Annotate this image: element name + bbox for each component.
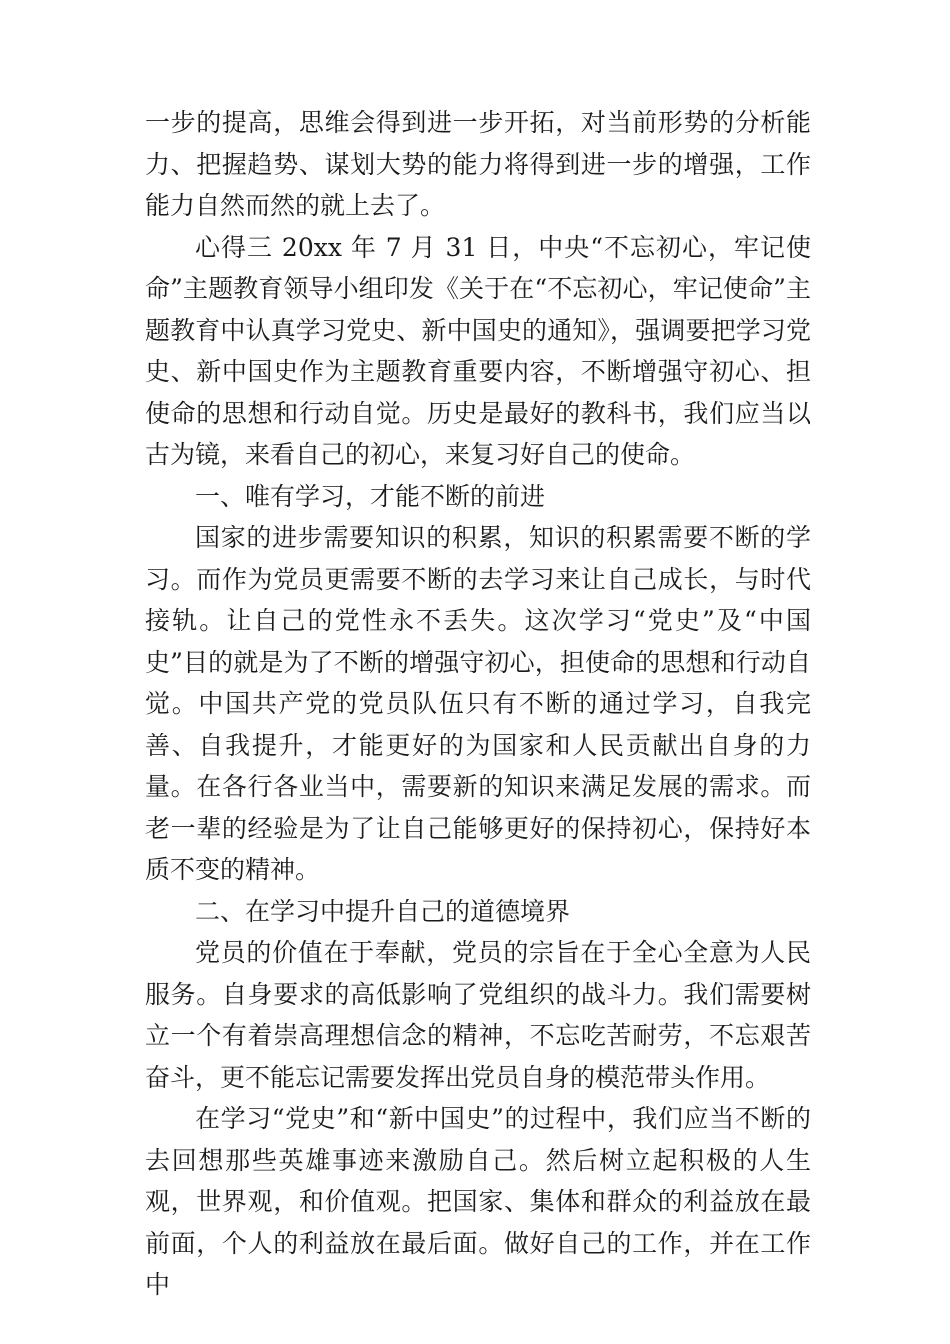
section-heading-one: 一、唯有学习，才能不断的前进	[195, 481, 546, 511]
document-body	[145, 102, 811, 1306]
paragraph-party-member-value: 党员的价值在于奉献，党员的宗旨在于全心全意为人民服务。自身要求的高低影响了党组织的战斗力。我们需要树立一个有着崇高理想信念的精神，不忘吃苦耐劳，不忘艰苦奋斗，更不能忘记需要发挥出党员自身的模范带头作用。	[145, 938, 811, 1092]
paragraph-learning: 国家的进步需要知识的积累，知识的积累需要不断的学习。而作为党员更需要不断的去学习来让自己成长，与时代接轨。让自己的党性永不丢失。这次学习“党史”及“中国史”目的就是为了不断的增强守初心，担使命的思想和行动自觉。中国共产党的党员队伍只有不断的通过学习，自我完善、自我提升，才能更好的为国家和人民贡献出自身的力量。在各行各业当中，需要新的知识来满足发展的需求。而老一辈的经验是为了让自己能够更好的保持初心，保持好本质不变的精神。	[145, 523, 811, 884]
section-heading-two: 二、在学习中提升自己的道德境界	[195, 896, 571, 926]
paragraph-continuation: 一步的提高，思维会得到进一步开拓，对当前形势的分析能力、把握趋势、谋划大势的能力将得到进一步的增强，工作能力自然而然的就上去了。	[145, 108, 811, 220]
paragraph-history-study: 在学习“党史”和“新中国史”的过程中，我们应当不断的去回想那些英雄事迹来激励自己。然后树立起积极的人生观，世界观，和价值观。把国家、集体和群众的利益放在最前面，个人的利益放在最后面。做好自己的工作，并在工作中	[145, 1104, 811, 1299]
paragraph-insight-three: 心得三 20xx 年 7 月 31 日，中央“不忘初心，牢记使命”主题教育领导小组印发《关于在“不忘初心，牢记使命”主题教育中认真学习党史、新中国史的通知》，强调要把学习党史、新中国史作为主题教育重要内容，不断增强守初心、担使命的思想和行动自觉。历史是最好的教科书，我们应当以古为镜，来看自己的初心，来复习好自己的使命。	[145, 232, 811, 469]
